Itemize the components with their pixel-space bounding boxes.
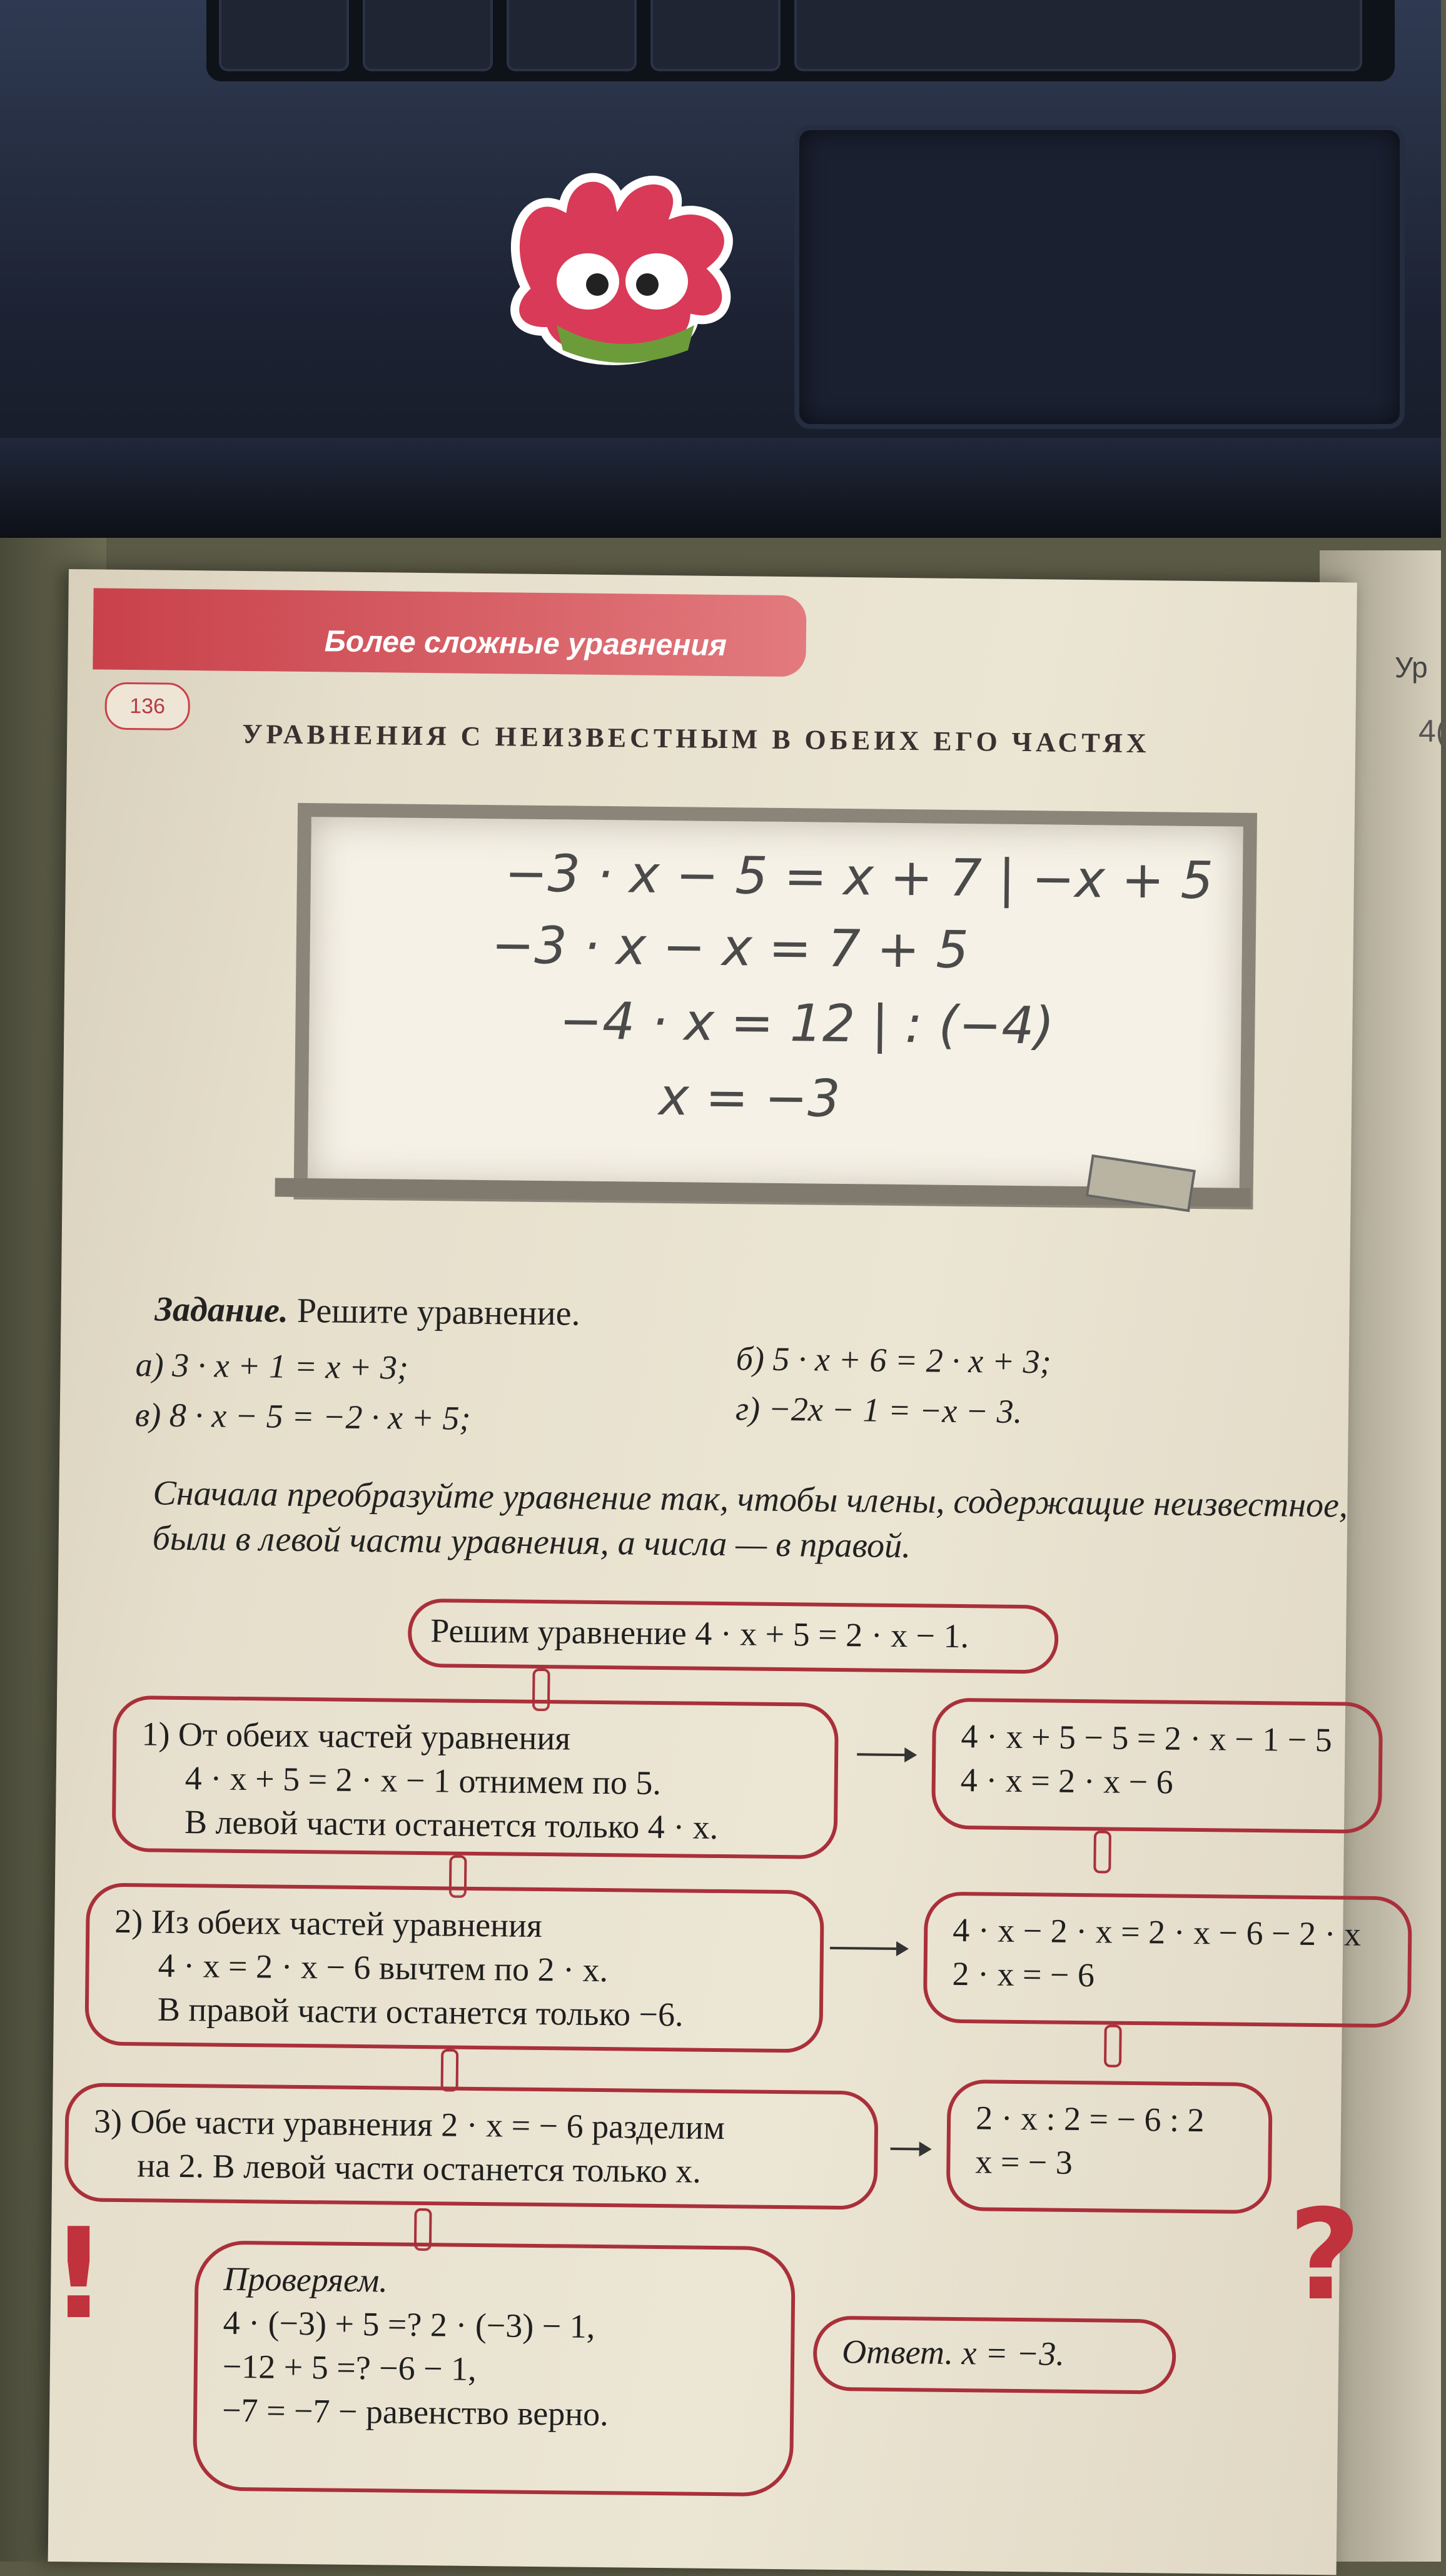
step1-line: В левой части останется только 4 · x.: [184, 1803, 719, 1846]
result3-bubble: [946, 2079, 1273, 2214]
step1-line: 4 · x + 5 = 2 · x − 1 отнимем по 5.: [185, 1759, 662, 1802]
equation-g: г) −2x − 1 = −x − 3.: [735, 1390, 1023, 1431]
connector: [1093, 1831, 1111, 1873]
step2-line: 4 · x = 2 · x − 6 вычтем по 2 · x.: [158, 1946, 609, 1989]
step3-bubble: [64, 2083, 879, 2210]
key: [794, 0, 1362, 71]
check-bubble: [193, 2240, 796, 2497]
arrow-icon: [857, 1753, 913, 1756]
step2-bubble: [84, 1882, 824, 2053]
opposite-page-number: 4(: [1418, 714, 1446, 749]
board-line-3: −4 · x = 12 | : (−4): [559, 991, 1055, 1056]
laptop: [0, 0, 1441, 538]
step1-line: 1) От обеих частей уравнения: [141, 1715, 571, 1757]
task-label: Задание.: [154, 1290, 289, 1330]
textbook-page: [48, 569, 1362, 2575]
equation-b: б) 5 · x + 6 = 2 · x + 3;: [736, 1340, 1052, 1381]
equation-a: а) 3 · x + 1 = x + 3;: [135, 1346, 409, 1386]
step2-line: 2) Из обеих частей уравнения: [114, 1902, 543, 1945]
board-line-1: −3 · x − 5 = x + 7 | −x + 5: [504, 844, 1214, 911]
key: [219, 0, 349, 71]
touchpad: [794, 125, 1405, 429]
topic-title: УРАВНЕНИЯ С НЕИЗВЕСТНЫМ В ОБЕИХ ЕГО ЧАСТЯХ: [242, 718, 1150, 759]
task-text: Решите уравнение.: [296, 1291, 580, 1333]
board-line-4: x = −3: [658, 1067, 841, 1129]
check-line: 4 · (−3) + 5 =? 2 · (−3) − 1,: [223, 2303, 595, 2345]
equation-v: в) 8 · x − 5 = −2 · x + 5;: [134, 1396, 471, 1437]
result3-line: 2 · x : 2 = − 6 : 2: [975, 2099, 1205, 2139]
page-number: 136: [104, 682, 190, 730]
key: [507, 0, 637, 71]
arrow-icon: [891, 2148, 928, 2151]
start-text: Решим уравнение 4 · x + 5 = 2 · x − 1.: [430, 1612, 969, 1655]
monster-sticker-icon: [488, 163, 763, 388]
result2-bubble: [923, 1891, 1412, 2028]
task-heading: [154, 1290, 580, 1334]
key: [650, 0, 781, 71]
exclamation-icon: !: [50, 2201, 108, 2347]
key: [363, 0, 493, 71]
check-title: Проверяем.: [223, 2260, 388, 2300]
check-line: −7 = −7 − равенство верно.: [221, 2391, 609, 2433]
result1-line: 4 · x = 2 · x − 6: [960, 1761, 1173, 1801]
result2-line: 4 · x − 2 · x = 2 · x − 6 − 2 · x: [952, 1911, 1362, 1953]
result1-line: 4 · x + 5 − 5 = 2 · x − 1 − 5: [961, 1717, 1333, 1759]
connector: [1104, 2024, 1122, 2067]
arrow-icon: [830, 1947, 905, 1950]
result2-line: 2 · x = − 6: [952, 1954, 1095, 1994]
laptop-edge: [0, 438, 1441, 538]
answer-text: Ответ. x = −3.: [841, 2333, 1065, 2373]
opposite-page-text: Ур: [1395, 651, 1428, 684]
keyboard-row: [206, 0, 1395, 81]
connector: [441, 2049, 459, 2091]
step2-line: В правой части останется только −6.: [157, 1990, 684, 2034]
chalkboard: [293, 803, 1257, 1210]
step3-line: на 2. В левой части останется только x.: [136, 2146, 702, 2190]
board-line-2: −3 · x − x = 7 + 5: [491, 916, 969, 981]
answer-bubble: [813, 2316, 1176, 2395]
result1-bubble: [931, 1698, 1383, 1834]
check-line: −12 + 5 =? −6 − 1,: [222, 2347, 477, 2388]
step1-bubble: [112, 1695, 839, 1859]
step3-line: 3) Обе части уравнения 2 · x = − 6 разделим: [93, 2102, 726, 2147]
chapter-band: [93, 588, 806, 677]
chapter-title: Более сложные уравнения: [324, 625, 727, 663]
start-bubble: [408, 1599, 1059, 1674]
result3-line: x = − 3: [975, 2143, 1073, 2181]
instruction-text: Сначала преобразуйте уравнение так, чтобы члены, содержащие неизвестное, были в левой части уравнения, а числа — в правой.: [152, 1473, 1348, 1566]
question-icon: ?: [1288, 2183, 1362, 2328]
